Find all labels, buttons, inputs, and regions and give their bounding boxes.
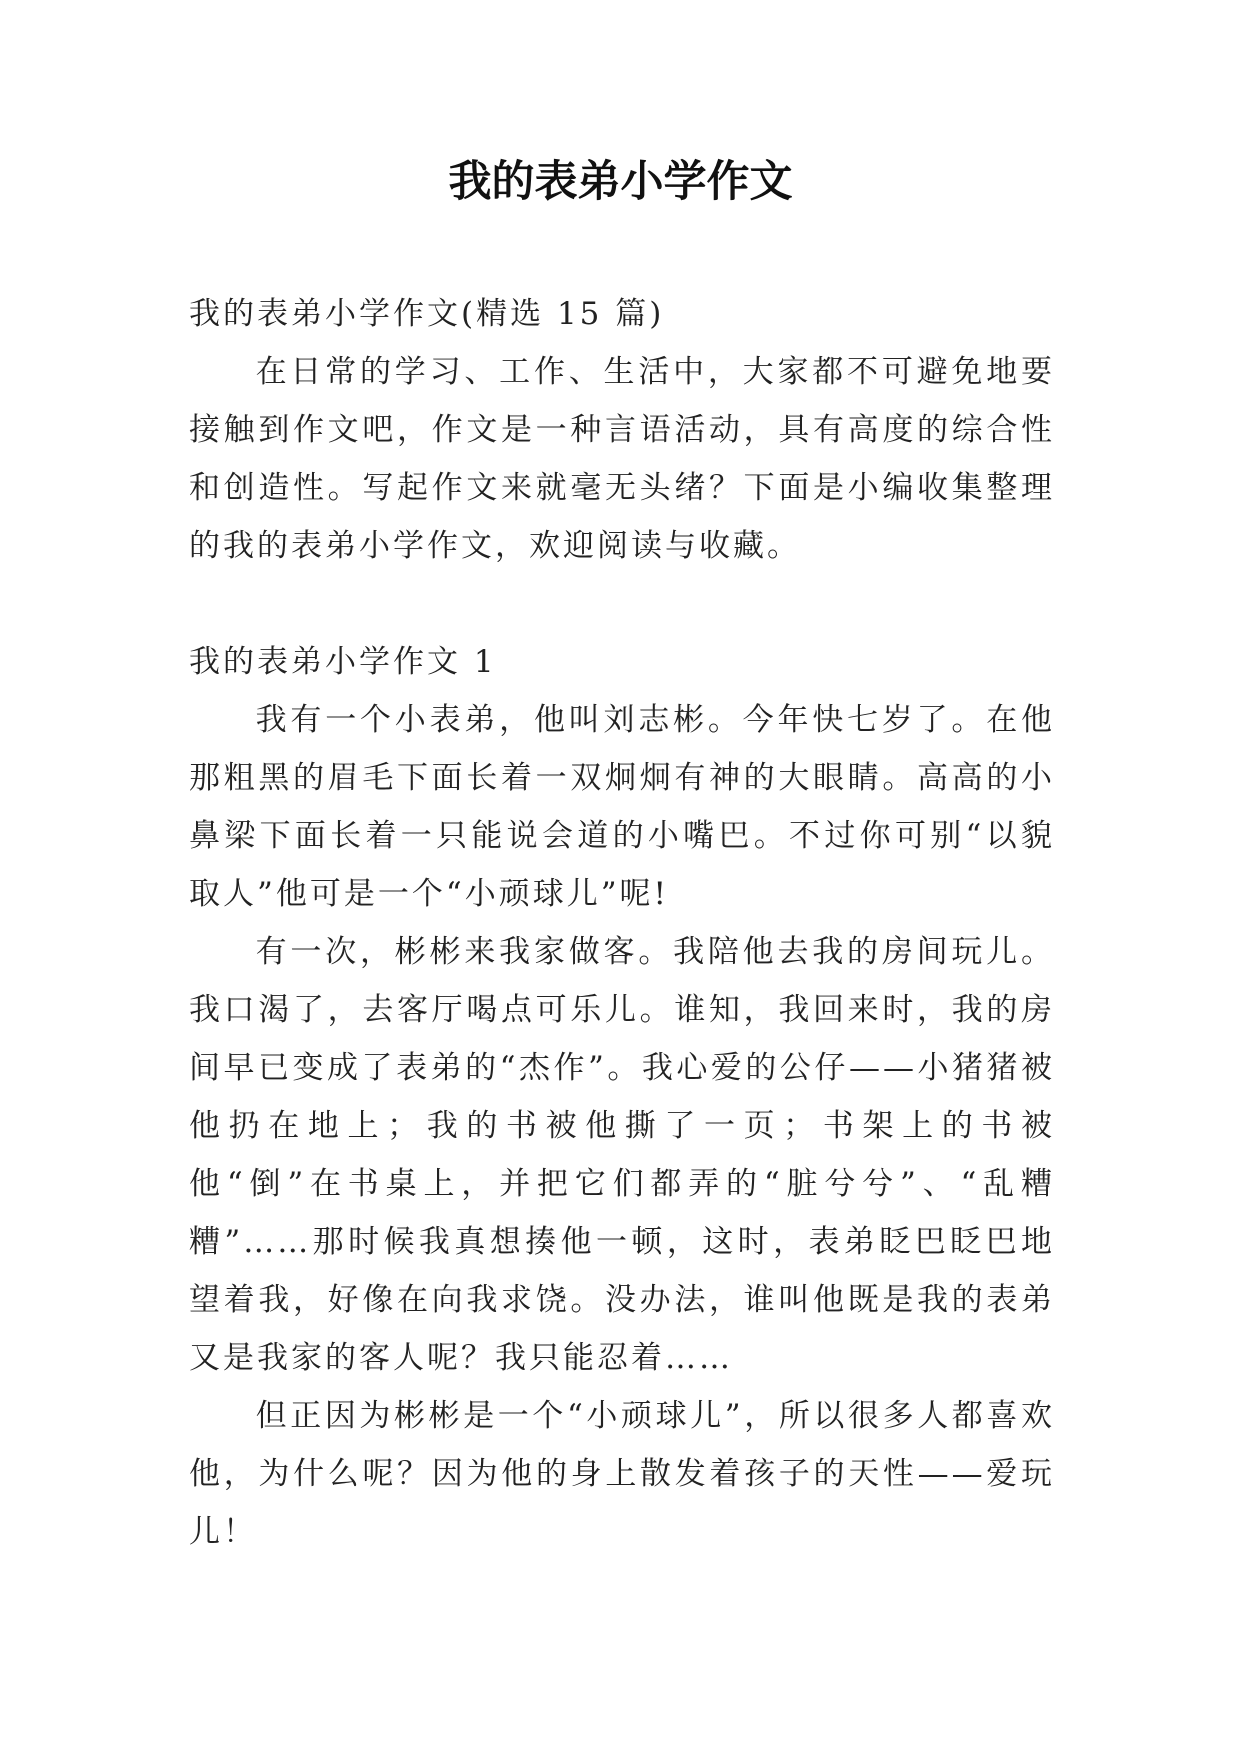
collection-subtitle: 我的表弟小学作文(精选 15 篇) [189,296,665,332]
section-heading: 我的表弟小学作文 1 [189,644,497,680]
document-title: 我的表弟小学作文 [448,157,793,207]
body-paragraph-1: 我有一个小表弟，他叫刘志彬。今年快七岁了。在他那粗黑的眉毛下面长着一双炯炯有神的大眼睛。高高的小鼻梁下面长着一只能说会道的小嘴巴。不过你可别“以貌取人”他可是一个“小顽球儿”呢! [189,702,1055,912]
document-body [189,285,1055,1561]
section-gap [189,575,1055,633]
intro-paragraph: 在日常的学习、工作、生活中，大家都不可避免地要接触到作文吧，作文是一种言语活动，具有高度的综合性和创造性。写起作文来就毫无头绪？下面是小编收集整理的我的表弟小学作文，欢迎阅读与收藏。 [189,354,1055,564]
body-paragraph-2: 有一次，彬彬来我家做客。我陪他去我的房间玩儿。我口渴了，去客厅喝点可乐儿。谁知，我回来时，我的房间早已变成了表弟的“杰作”。我心爱的公仔——小猪猪被他扔在地上；我的书被他撕了一页；书架上的书被他“倒”在书桌上，并把它们都弄的“脏兮兮”、“乱糟糟”……那时候我真想揍他一顿，这时，表弟眨巴眨巴地望着我，好像在向我求饶。没办法，谁叫他既是我的表弟又是我家的客人呢？我只能忍着…… [189,934,1055,1376]
body-paragraph-3: 但正因为彬彬是一个“小顽球儿”，所以很多人都喜欢他，为什么呢？因为他的身上散发着孩子的天性——爱玩儿！ [189,1398,1055,1550]
